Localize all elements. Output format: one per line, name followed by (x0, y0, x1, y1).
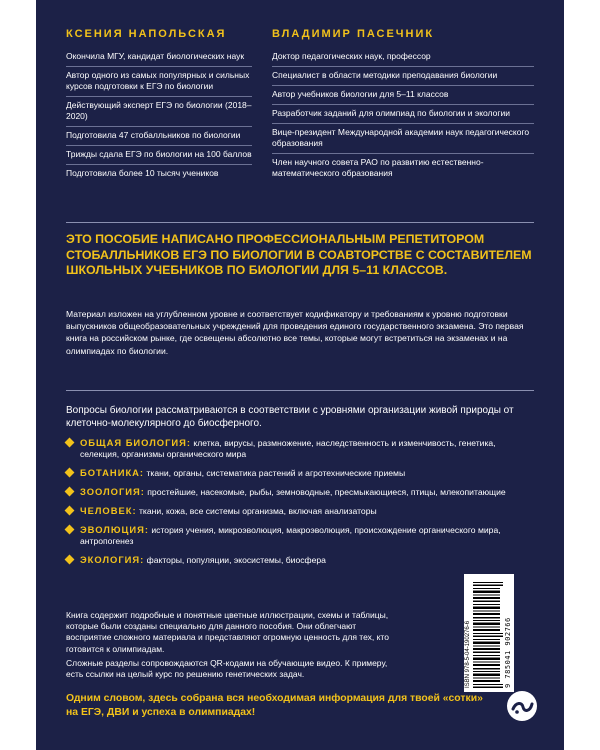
barcode-digits: 9 785041 902766 (504, 617, 512, 688)
bio-item: Автор учебников биологии для 5–11 классов (272, 86, 534, 105)
publisher-logo-icon (506, 690, 538, 722)
topic-text: ткани, кожа, все системы организма, включая анализаторы (138, 506, 377, 516)
divider-middle (66, 390, 534, 391)
bio-item: Разработчик заданий для олимпиад по биологии и экологии (272, 105, 534, 124)
headline: ЭТО ПОСОБИЕ НАПИСАНО ПРОФЕССИОНАЛЬНЫМ РЕПЕТИТОРОМ СТОБАЛЛЬНИКОВ ЕГЭ ПО БИОЛОГИИ В СОАВТОРСТВЕ С СОСТАВИТЕЛЕМ ШКОЛЬНЫХ УЧЕБНИКОВ ПО БИОЛОГИИ ДЛЯ 5–11 КЛАССОВ. (66, 232, 532, 277)
isbn-barcode (464, 574, 514, 692)
topic-text: история учения, микроэволюция, макроэволюция, происхождение органического мира, антропогенез (80, 525, 501, 546)
diamond-bullet-icon (65, 555, 75, 565)
topics-intro: Вопросы биологии рассматриваются в соответствии с уровнями организации живой природы от клеточно-молекулярного до биосферного. (66, 405, 514, 429)
topic-item-general-biology (66, 437, 536, 460)
author-bio-right (272, 48, 534, 183)
divider-top (66, 222, 534, 223)
author-right (272, 28, 534, 183)
topic-name: ЭВОЛЮЦИЯ: (80, 524, 149, 535)
bio-item: Подготовила более 10 тысяч учеников (66, 168, 219, 178)
topic-name: ЭКОЛОГИЯ: (80, 554, 145, 565)
topic-item-botany (66, 467, 536, 479)
bio-item: Подготовила 47 стобалльников по биологии (66, 127, 252, 146)
barcode-bars-icon (473, 578, 503, 688)
topic-name: ЧЕЛОВЕК: (80, 505, 137, 516)
book-back-cover (36, 0, 564, 750)
topics-list (66, 437, 536, 573)
details-paragraph: Книга содержит подробные и понятные цветные иллюстрации, схемы и таблицы, которые были созданы специально для данного пособия. Они облегчают восприятие сложного материала и представляют огромную ценность для тех, кто готовится к олимпиадам. (66, 610, 389, 654)
bio-item: Действующий эксперт ЕГЭ по биологии (2018–2020) (66, 97, 252, 127)
diamond-bullet-icon (65, 487, 75, 497)
topic-item-zoology (66, 486, 536, 498)
author-name-left: КСЕНИЯ НАПОЛЬСКАЯ (66, 28, 227, 40)
topic-text: факторы, популяции, экосистемы, биосфера (146, 555, 326, 565)
diamond-bullet-icon (65, 468, 75, 478)
topic-text: клетка, вирусы, размножение, наследственность и изменчивость, генетика, селекция, организмы органического мира (80, 438, 496, 459)
diamond-bullet-icon (65, 438, 75, 448)
bio-item: Специалист в области методики преподавания биологии (272, 67, 534, 86)
qr-note-paragraph: Сложные разделы сопровождаются QR-кодами на обучающие видео. К примеру, есть ссылки на целый курс по решению генетических задач. (66, 658, 388, 680)
topic-name: БОТАНИКА: (80, 467, 145, 478)
author-bio-left (66, 48, 252, 183)
topic-text: ткани, органы, систематика растений и агротехнические приемы (146, 468, 406, 478)
bio-item: Вице-президент Международной академии наук педагогического образования (272, 124, 534, 154)
isbn-text: ISBN 978-5-04-190276-6 (465, 620, 471, 688)
diamond-bullet-icon (65, 506, 75, 516)
topic-text: простейшие, насекомые, рыбы, земноводные, пресмыкающиеся, птицы, млекопитающие (147, 487, 506, 497)
bio-item: Член научного совета РАО по развитию естественно-математического образования (272, 157, 484, 178)
diamond-bullet-icon (65, 525, 75, 535)
topic-item-ecology (66, 554, 536, 566)
topic-name: ОБЩАЯ БИОЛОГИЯ: (80, 437, 192, 448)
intro-paragraph: Материал изложен на углубленном уровне и соответствует кодификатору и требованиям к уровню подготовки выпускников общеобразовательных учреждений для проведения единого государственного экзамена. Это первая книга на российском рынке, где освещены абсолютно все темы, которые могут встретиться на экзаменах и на олимпиадах по биологии. (66, 309, 524, 356)
topic-item-evolution (66, 524, 536, 547)
topic-name: ЗООЛОГИЯ: (80, 486, 145, 497)
closing-statement: Одним словом, здесь собрана вся необходимая информация для твоей «сотки» на ЕГЭ, ДВИ и успеха в олимпиадах! (66, 693, 483, 718)
topic-item-human (66, 505, 536, 517)
author-left (66, 28, 252, 183)
bio-item: Автор одного из самых популярных и сильных курсов подготовки к ЕГЭ по биологии (66, 67, 252, 97)
bio-item: Трижды сдала ЕГЭ по биологии на 100 баллов (66, 146, 252, 165)
author-name-right: ВЛАДИМИР ПАСЕЧНИК (272, 28, 435, 40)
bio-item: Окончила МГУ, кандидат биологических наук (66, 48, 252, 67)
bio-item: Доктор педагогических наук, профессор (272, 48, 534, 67)
